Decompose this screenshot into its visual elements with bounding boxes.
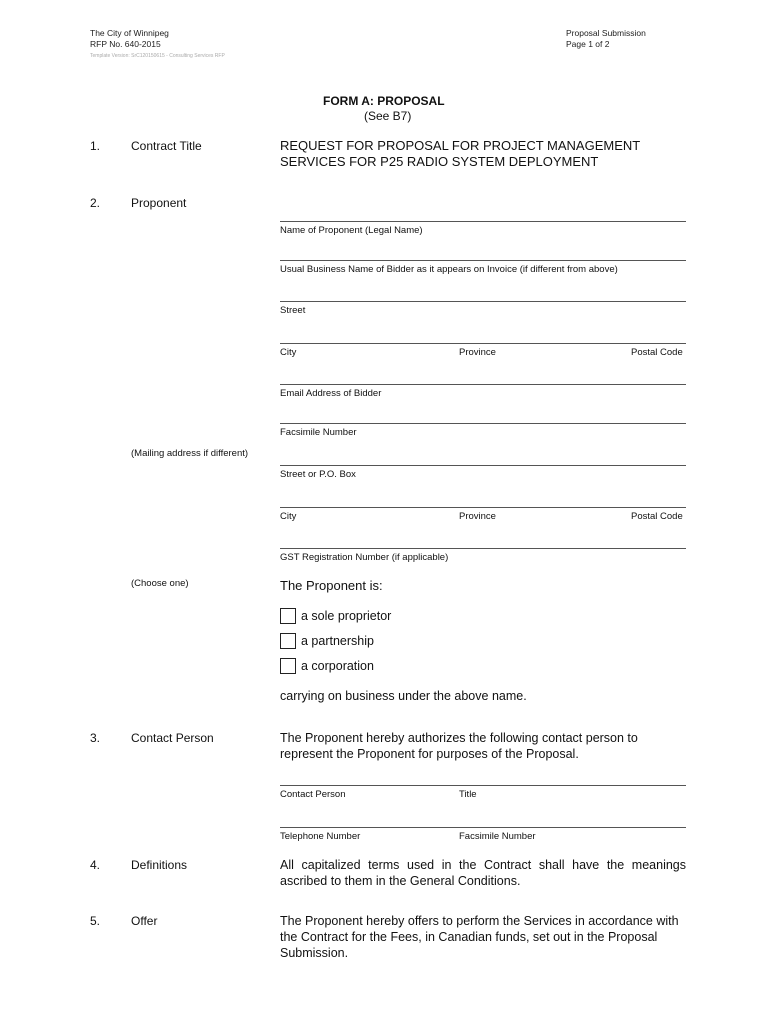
gst-caption: GST Registration Number (if applicable) [280, 552, 449, 563]
city-caption: City [280, 347, 297, 358]
sole-proprietor-checkbox[interactable] [280, 608, 296, 624]
section-1-number: 1. [90, 139, 101, 153]
contact-phone-fax-field[interactable] [280, 827, 686, 828]
street-field[interactable] [280, 301, 686, 302]
email-field[interactable] [280, 384, 686, 385]
city-province-postal-field[interactable] [280, 343, 686, 344]
partnership-checkbox[interactable] [280, 633, 296, 649]
mailing-city-province-postal-field[interactable] [280, 507, 686, 508]
carrying-on-business-text: carrying on business under the above name. [280, 689, 527, 703]
postal-code-caption: Postal Code [631, 347, 683, 358]
header-proposal-submission: Proposal Submission [566, 28, 646, 38]
email-caption: Email Address of Bidder [280, 388, 382, 399]
proponent-is-label: The Proponent is: [280, 578, 383, 593]
province-caption: Province [459, 347, 496, 358]
section-2-label: Proponent [131, 196, 187, 210]
legal-name-caption: Name of Proponent (Legal Name) [280, 225, 423, 236]
section-1-label: Contract Title [131, 139, 202, 153]
partnership-label: a partnership [301, 634, 374, 648]
section-5-number: 5. [90, 914, 101, 928]
contract-title-line-2: SERVICES FOR P25 RADIO SYSTEM DEPLOYMENT [280, 154, 599, 169]
header-page-number: Page 1 of 2 [566, 39, 610, 49]
mailing-street-caption: Street or P.O. Box [280, 469, 356, 480]
contact-person-caption: Contact Person [280, 789, 346, 800]
mailing-province-caption: Province [459, 511, 496, 522]
form-title: FORM A: PROPOSAL [323, 94, 445, 108]
choose-one-note: (Choose one) [131, 578, 189, 589]
mailing-city-caption: City [280, 511, 297, 522]
gst-field[interactable] [280, 548, 686, 549]
definitions-text: All capitalized terms used in the Contract shall have the meanings ascribed to them in the General Conditions. [280, 858, 686, 888]
contact-person-field[interactable] [280, 785, 686, 786]
contact-authorization-text: The Proponent hereby authorizes the following contact person to represent the Proponent for purposes of the Proposal. [280, 731, 638, 761]
business-name-field[interactable] [280, 260, 686, 261]
mailing-address-note: (Mailing address if different) [131, 448, 249, 459]
section-4-label: Definitions [131, 858, 188, 872]
header-city: The City of Winnipeg [90, 28, 169, 38]
corporation-label: a corporation [301, 659, 374, 673]
sole-proprietor-label: a sole proprietor [301, 609, 392, 623]
legal-name-field[interactable] [280, 221, 686, 222]
fax-caption: Facsimile Number [280, 427, 357, 438]
mailing-postal-code-caption: Postal Code [631, 511, 683, 522]
section-3-number: 3. [90, 731, 101, 745]
contact-title-caption: Title [459, 789, 477, 800]
section-5-label: Offer [131, 914, 158, 928]
contact-fax-caption: Facsimile Number [459, 831, 536, 842]
section-3-label: Contact Person [131, 731, 214, 745]
business-name-caption: Usual Business Name of Bidder as it appears on Invoice (if different from above) [280, 264, 618, 275]
street-caption: Street [280, 305, 306, 316]
corporation-checkbox[interactable] [280, 658, 296, 674]
form-see-reference: (See B7) [364, 109, 412, 123]
section-2-number: 2. [90, 196, 101, 210]
header-rfp-number: RFP No. 640-2015 [90, 39, 161, 49]
section-4-number: 4. [90, 858, 101, 872]
header-template-version: Template Version: SrC120150615 - Consulting Services RFP [90, 53, 225, 59]
offer-text: The Proponent hereby offers to perform the Services in accordance with the Contract for the Fees, in Canadian funds, set out in the Proposal Submission. [280, 914, 679, 960]
telephone-caption: Telephone Number [280, 831, 361, 842]
contract-title-line-1: REQUEST FOR PROPOSAL FOR PROJECT MANAGEMENT [280, 138, 641, 153]
mailing-street-field[interactable] [280, 465, 686, 466]
fax-field[interactable] [280, 423, 686, 424]
